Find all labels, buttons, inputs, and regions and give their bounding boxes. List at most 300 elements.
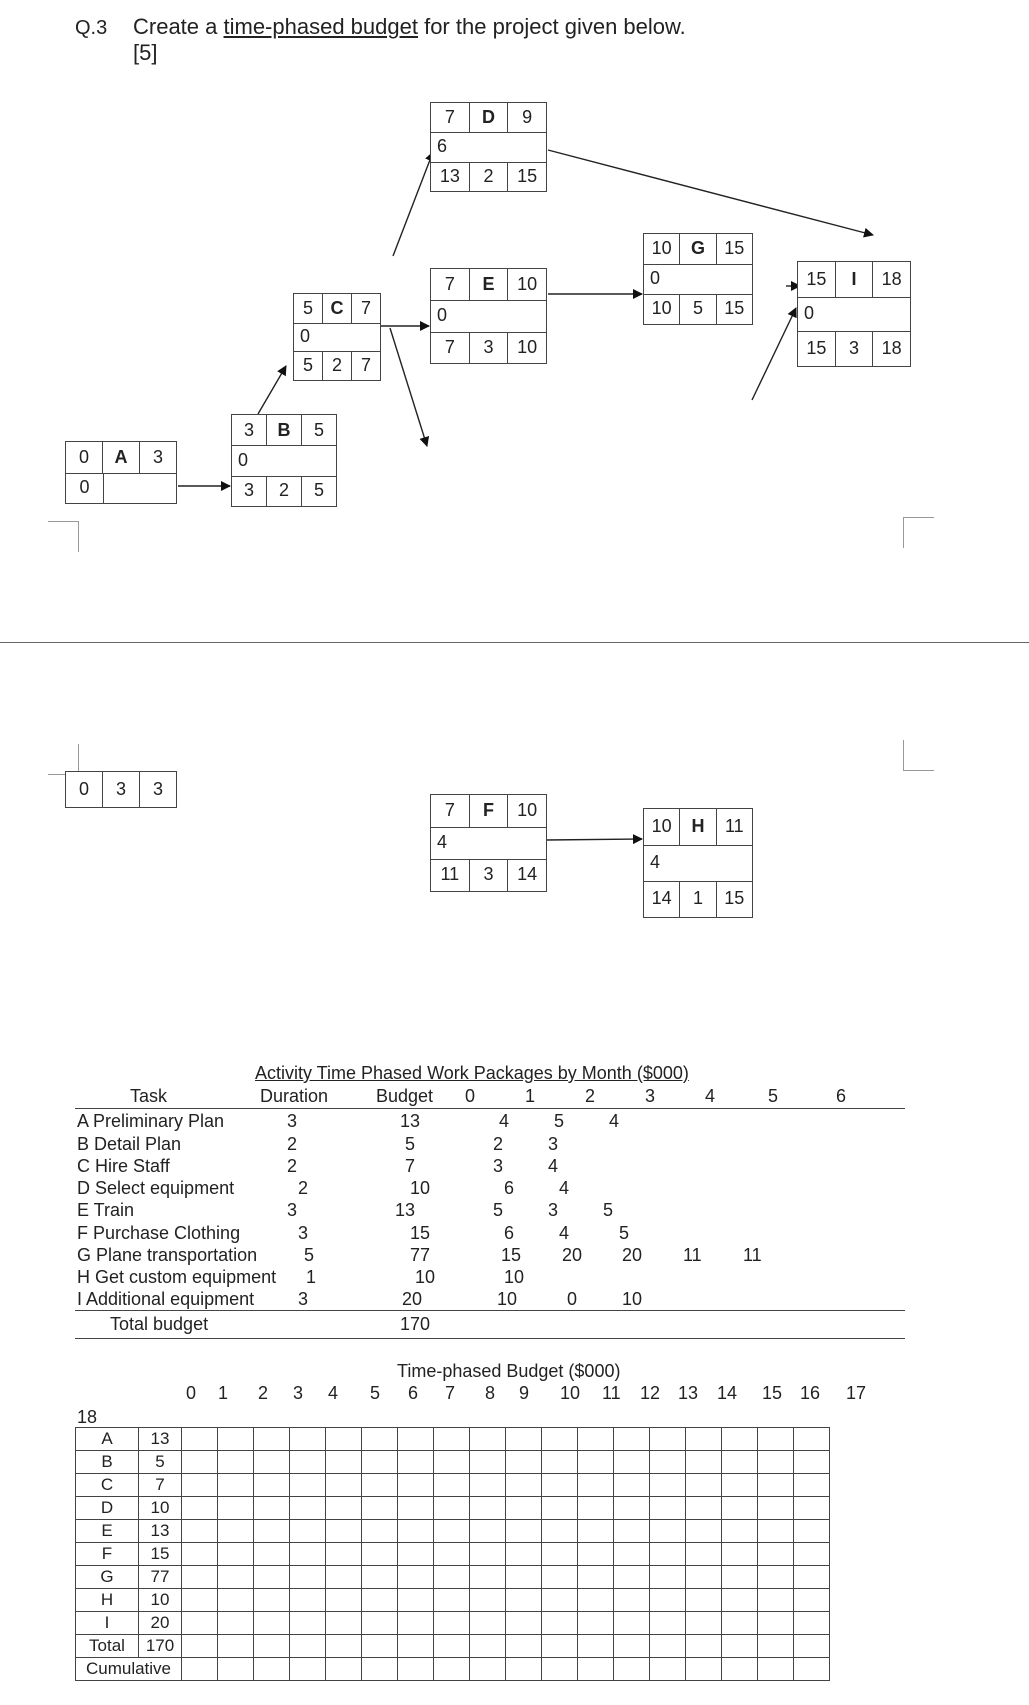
row-e-budget: 13: [395, 1200, 416, 1220]
row-i-task: I Additional equipment: [77, 1289, 255, 1309]
grid-month-cell[interactable]: [362, 1543, 398, 1566]
grid-month-cell[interactable]: [218, 1520, 254, 1543]
grid-month-cell[interactable]: [254, 1566, 290, 1589]
grid-month-cell[interactable]: [794, 1474, 830, 1497]
node-b-lf: 5: [301, 476, 336, 506]
period-label: 15: [762, 1383, 783, 1403]
question-marks: [5]: [133, 40, 158, 65]
grid-month-cell[interactable]: [362, 1658, 398, 1681]
node-d-label: D: [469, 103, 508, 132]
grid-month-cell[interactable]: [326, 1543, 362, 1566]
grid-month-cell[interactable]: [722, 1428, 758, 1451]
row-f-task: F Purchase Clothing: [77, 1223, 241, 1243]
grid-month-cell[interactable]: [722, 1589, 758, 1612]
node-f-lf: 14: [507, 859, 546, 891]
grid-month-cell[interactable]: [362, 1451, 398, 1474]
grid-month-cell[interactable]: [614, 1543, 650, 1566]
grid-month-cell[interactable]: [614, 1520, 650, 1543]
grid-month-cell[interactable]: [290, 1658, 326, 1681]
grid-month-cell[interactable]: [650, 1566, 686, 1589]
grid-month-cell[interactable]: [254, 1635, 290, 1658]
total-budget-value: 170: [400, 1314, 431, 1334]
grid-month-cell[interactable]: [398, 1566, 434, 1589]
grid-month-cell[interactable]: [758, 1612, 794, 1635]
grid-month-cell[interactable]: [542, 1543, 578, 1566]
node-a-copy: [65, 771, 177, 808]
grid-month-cell[interactable]: [254, 1497, 290, 1520]
grid-month-cell[interactable]: [542, 1428, 578, 1451]
row-e-task: E Train: [77, 1200, 135, 1220]
header-month-4: 4: [705, 1086, 716, 1106]
node-c: [293, 293, 381, 381]
node-c-slack: 0: [300, 326, 311, 347]
end-period-label: 18: [77, 1407, 98, 1427]
grid-month-cell[interactable]: [686, 1658, 722, 1681]
grid-month-cell[interactable]: [470, 1543, 506, 1566]
grid-month-cell[interactable]: [218, 1635, 254, 1658]
node-c-ef: 7: [351, 294, 380, 323]
grid-month-cell[interactable]: [290, 1474, 326, 1497]
grid-month-cell[interactable]: [758, 1635, 794, 1658]
grid-month-cell[interactable]: [434, 1566, 470, 1589]
grid-month-cell[interactable]: [650, 1520, 686, 1543]
grid-month-cell[interactable]: [254, 1520, 290, 1543]
node-f: [430, 794, 547, 892]
grid-month-cell[interactable]: [506, 1497, 542, 1520]
grid-month-cell[interactable]: [686, 1635, 722, 1658]
grid-month-cell[interactable]: [182, 1566, 218, 1589]
grid-month-cell[interactable]: [254, 1658, 290, 1681]
period-label: 6: [408, 1383, 419, 1403]
row-h-budget: 10: [415, 1267, 436, 1287]
grid-month-cell[interactable]: [506, 1474, 542, 1497]
node-b: [231, 414, 337, 507]
grid-month-cell[interactable]: [722, 1658, 758, 1681]
time-phased-grid: [75, 1427, 830, 1681]
grid-task-cell: E: [76, 1520, 139, 1543]
grid-month-cell[interactable]: [182, 1612, 218, 1635]
grid-month-cell[interactable]: [218, 1428, 254, 1451]
grid-month-cell[interactable]: [686, 1474, 722, 1497]
grid-month-cell[interactable]: [758, 1566, 794, 1589]
grid-month-cell[interactable]: [794, 1658, 830, 1681]
grid-month-cell[interactable]: [470, 1520, 506, 1543]
grid-month-cell[interactable]: [254, 1428, 290, 1451]
grid-month-cell[interactable]: [686, 1451, 722, 1474]
activity-table-title: Activity Time Phased Work Packages by Month ($000): [255, 1063, 689, 1083]
row-c-duration: 2: [287, 1156, 298, 1176]
grid-month-cell[interactable]: [254, 1612, 290, 1635]
arrow-h-i: [752, 308, 796, 400]
grid-month-cell[interactable]: [218, 1566, 254, 1589]
grid-month-cell[interactable]: [542, 1658, 578, 1681]
grid-month-cell[interactable]: [614, 1451, 650, 1474]
grid-month-cell[interactable]: [326, 1612, 362, 1635]
grid-month-cell[interactable]: [362, 1589, 398, 1612]
node-e-label: E: [469, 269, 508, 300]
period-label: 5: [370, 1383, 381, 1403]
node-g-lf: 15: [716, 294, 752, 324]
grid-month-cell[interactable]: [542, 1451, 578, 1474]
grid-month-cell[interactable]: [542, 1566, 578, 1589]
grid-month-cell[interactable]: [506, 1589, 542, 1612]
grid-month-cell[interactable]: [542, 1635, 578, 1658]
grid-month-cell[interactable]: [218, 1451, 254, 1474]
grid-month-cell[interactable]: [578, 1428, 614, 1451]
node-b-slack: 0: [238, 449, 249, 470]
grid-month-cell[interactable]: [290, 1566, 326, 1589]
period-label: 8: [485, 1383, 496, 1403]
grid-month-cell[interactable]: [614, 1612, 650, 1635]
node-d-slack: 6: [437, 136, 448, 157]
grid-month-cell[interactable]: [218, 1543, 254, 1566]
grid-month-cell[interactable]: [434, 1612, 470, 1635]
grid-month-cell[interactable]: [722, 1543, 758, 1566]
grid-month-cell[interactable]: [722, 1497, 758, 1520]
table-rule-top: [75, 1108, 905, 1109]
grid-month-cell[interactable]: [218, 1658, 254, 1681]
grid-month-cell[interactable]: [650, 1497, 686, 1520]
grid-month-cell[interactable]: [794, 1428, 830, 1451]
grid-month-cell[interactable]: [758, 1658, 794, 1681]
row-a-val: 4: [609, 1111, 620, 1131]
row-a-budget: 13: [400, 1111, 421, 1131]
grid-month-cell[interactable]: [794, 1543, 830, 1566]
grid-month-cell[interactable]: [434, 1451, 470, 1474]
node-h-lf: 15: [716, 881, 752, 917]
grid-month-cell[interactable]: [794, 1589, 830, 1612]
period-label: 7: [445, 1383, 456, 1403]
grid-month-cell[interactable]: [290, 1520, 326, 1543]
period-label: 4: [328, 1383, 339, 1403]
grid-month-cell[interactable]: [794, 1451, 830, 1474]
node-f-slack: 4: [437, 832, 448, 853]
grid-month-cell[interactable]: [794, 1497, 830, 1520]
grid-month-cell[interactable]: [362, 1612, 398, 1635]
grid-month-cell[interactable]: [470, 1428, 506, 1451]
grid-month-cell[interactable]: [290, 1428, 326, 1451]
grid-month-cell[interactable]: [326, 1451, 362, 1474]
grid-month-cell[interactable]: [686, 1589, 722, 1612]
row-e-val: 5: [603, 1200, 614, 1220]
grid-month-cell[interactable]: [650, 1635, 686, 1658]
grid-month-cell[interactable]: [326, 1589, 362, 1612]
grid-month-cell[interactable]: [686, 1428, 722, 1451]
grid-month-cell[interactable]: [722, 1451, 758, 1474]
node-a-es: 0: [78, 446, 89, 467]
grid-month-cell[interactable]: [722, 1635, 758, 1658]
grid-budget-cell: 77: [139, 1566, 182, 1589]
grid-month-cell[interactable]: [434, 1635, 470, 1658]
grid-month-cell[interactable]: [758, 1543, 794, 1566]
grid-month-cell[interactable]: [758, 1497, 794, 1520]
grid-month-cell[interactable]: [614, 1566, 650, 1589]
node-d-ef: 9: [507, 103, 546, 132]
grid-task-cell: B: [76, 1451, 139, 1474]
period-label: 3: [293, 1383, 304, 1403]
row-e-val: 3: [548, 1200, 559, 1220]
grid-month-cell[interactable]: [794, 1612, 830, 1635]
grid-month-cell[interactable]: [614, 1635, 650, 1658]
grid-month-cell[interactable]: [506, 1612, 542, 1635]
grid-month-cell[interactable]: [506, 1451, 542, 1474]
node-h-ls: 14: [651, 888, 672, 909]
grid-month-cell[interactable]: [506, 1566, 542, 1589]
grid-month-cell[interactable]: [614, 1428, 650, 1451]
grid-month-cell[interactable]: [434, 1474, 470, 1497]
grid-task-cell: C: [76, 1474, 139, 1497]
grid-month-cell[interactable]: [326, 1635, 362, 1658]
grid-month-cell[interactable]: [182, 1474, 218, 1497]
node-a-copy-c3: 3: [139, 772, 176, 807]
grid-row: [76, 1658, 830, 1681]
grid-month-cell[interactable]: [434, 1520, 470, 1543]
grid-month-cell[interactable]: [686, 1520, 722, 1543]
grid-month-cell[interactable]: [506, 1428, 542, 1451]
row-g-val: 20: [562, 1245, 583, 1265]
grid-month-cell[interactable]: [650, 1658, 686, 1681]
row-i-budget: 20: [402, 1289, 423, 1309]
grid-month-cell[interactable]: [542, 1474, 578, 1497]
row-d-task: D Select equipment: [77, 1178, 235, 1198]
row-f-val: 6: [504, 1223, 515, 1243]
row-d-val: 4: [559, 1178, 570, 1198]
header-month-6: 6: [836, 1086, 847, 1106]
grid-month-cell[interactable]: [182, 1428, 218, 1451]
grid-month-cell[interactable]: [578, 1497, 614, 1520]
node-d: [430, 102, 547, 192]
grid-month-cell[interactable]: [758, 1451, 794, 1474]
grid-month-cell[interactable]: [362, 1474, 398, 1497]
grid-month-cell[interactable]: [578, 1635, 614, 1658]
grid-month-cell[interactable]: [542, 1589, 578, 1612]
grid-month-cell[interactable]: [326, 1566, 362, 1589]
row-f-duration: 3: [298, 1223, 309, 1243]
grid-month-cell[interactable]: [758, 1520, 794, 1543]
grid-month-cell[interactable]: [794, 1520, 830, 1543]
row-i-val: 10: [622, 1289, 643, 1309]
grid-month-cell[interactable]: [578, 1612, 614, 1635]
grid-month-cell[interactable]: [254, 1543, 290, 1566]
grid-month-cell[interactable]: [290, 1543, 326, 1566]
grid-task-cell: Cumulative: [76, 1658, 182, 1681]
grid-month-cell[interactable]: [254, 1451, 290, 1474]
grid-row: [76, 1451, 830, 1474]
grid-month-cell[interactable]: [794, 1566, 830, 1589]
row-g-val: 15: [501, 1245, 522, 1265]
grid-month-cell[interactable]: [398, 1520, 434, 1543]
grid-month-cell[interactable]: [470, 1497, 506, 1520]
grid-month-cell[interactable]: [614, 1474, 650, 1497]
grid-month-cell[interactable]: [434, 1497, 470, 1520]
row-h-task: H Get custom equipment: [77, 1267, 277, 1287]
grid-task-cell: G: [76, 1566, 139, 1589]
grid-month-cell[interactable]: [398, 1589, 434, 1612]
grid-month-cell[interactable]: [218, 1612, 254, 1635]
row-b-val: 3: [548, 1134, 559, 1154]
grid-month-cell[interactable]: [542, 1497, 578, 1520]
arrow-c-f: [390, 328, 427, 446]
row-b-val: 2: [493, 1134, 504, 1154]
grid-month-cell[interactable]: [218, 1474, 254, 1497]
grid-month-cell[interactable]: [326, 1520, 362, 1543]
grid-month-cell[interactable]: [254, 1474, 290, 1497]
grid-month-cell[interactable]: [686, 1612, 722, 1635]
node-d-es: 7: [444, 107, 455, 128]
grid-month-cell[interactable]: [290, 1612, 326, 1635]
grid-month-cell[interactable]: [362, 1497, 398, 1520]
grid-month-cell[interactable]: [290, 1451, 326, 1474]
grid-month-cell[interactable]: [686, 1497, 722, 1520]
grid-month-cell[interactable]: [254, 1589, 290, 1612]
grid-month-cell[interactable]: [650, 1451, 686, 1474]
grid-month-cell[interactable]: [650, 1612, 686, 1635]
node-g-label: G: [679, 234, 715, 264]
node-g-ls: 10: [651, 298, 672, 319]
grid-month-cell[interactable]: [578, 1451, 614, 1474]
node-h-slack: 4: [650, 852, 661, 873]
grid-month-cell[interactable]: [650, 1428, 686, 1451]
grid-task-cell: H: [76, 1589, 139, 1612]
grid-month-cell[interactable]: [398, 1612, 434, 1635]
grid-month-cell[interactable]: [650, 1474, 686, 1497]
row-a-duration: 3: [287, 1111, 298, 1131]
grid-month-cell[interactable]: [434, 1428, 470, 1451]
arrow-d-i: [548, 150, 873, 235]
grid-budget-cell: 10: [139, 1497, 182, 1520]
grid-month-cell[interactable]: [506, 1658, 542, 1681]
period-label: 16: [800, 1383, 821, 1403]
node-e-es: 7: [444, 274, 455, 295]
grid-month-cell[interactable]: [470, 1612, 506, 1635]
grid-month-cell[interactable]: [722, 1520, 758, 1543]
grid-month-cell[interactable]: [758, 1474, 794, 1497]
grid-month-cell[interactable]: [686, 1543, 722, 1566]
table-rule-mid: [75, 1310, 905, 1311]
grid-month-cell[interactable]: [722, 1612, 758, 1635]
period-label: 2: [258, 1383, 269, 1403]
grid-month-cell[interactable]: [182, 1589, 218, 1612]
grid-row: [76, 1566, 830, 1589]
grid-month-cell[interactable]: [578, 1474, 614, 1497]
grid-month-cell[interactable]: [398, 1658, 434, 1681]
grid-month-cell[interactable]: [434, 1543, 470, 1566]
grid-month-cell[interactable]: [326, 1497, 362, 1520]
grid-month-cell[interactable]: [326, 1658, 362, 1681]
grid-month-cell[interactable]: [182, 1497, 218, 1520]
grid-month-cell[interactable]: [722, 1566, 758, 1589]
period-label: 9: [519, 1383, 530, 1403]
grid-month-cell[interactable]: [434, 1589, 470, 1612]
grid-month-cell[interactable]: [326, 1428, 362, 1451]
node-f-ef: 10: [507, 795, 546, 827]
node-h-es: 10: [651, 816, 672, 837]
grid-month-cell[interactable]: [470, 1589, 506, 1612]
grid-month-cell[interactable]: [650, 1543, 686, 1566]
grid-month-cell[interactable]: [398, 1543, 434, 1566]
grid-month-cell[interactable]: [614, 1589, 650, 1612]
grid-month-cell[interactable]: [470, 1566, 506, 1589]
row-i-duration: 3: [298, 1289, 309, 1309]
grid-month-cell[interactable]: [398, 1635, 434, 1658]
grid-month-cell[interactable]: [290, 1497, 326, 1520]
grid-month-cell[interactable]: [758, 1589, 794, 1612]
node-g-dur: 5: [679, 294, 715, 324]
grid-month-cell[interactable]: [398, 1451, 434, 1474]
grid-month-cell[interactable]: [362, 1520, 398, 1543]
grid-month-cell[interactable]: [398, 1428, 434, 1451]
grid-month-cell[interactable]: [578, 1658, 614, 1681]
node-e-ef: 10: [507, 269, 546, 300]
grid-month-cell[interactable]: [398, 1474, 434, 1497]
grid-month-cell[interactable]: [182, 1658, 218, 1681]
grid-month-cell[interactable]: [542, 1520, 578, 1543]
grid-month-cell[interactable]: [290, 1635, 326, 1658]
grid-month-cell[interactable]: [578, 1543, 614, 1566]
node-c-es: 5: [302, 297, 313, 318]
grid-month-cell[interactable]: [218, 1589, 254, 1612]
grid-month-cell[interactable]: [614, 1658, 650, 1681]
grid-month-cell[interactable]: [722, 1474, 758, 1497]
grid-month-cell[interactable]: [758, 1428, 794, 1451]
grid-row: [76, 1474, 830, 1497]
grid-month-cell[interactable]: [614, 1497, 650, 1520]
grid-month-cell[interactable]: [686, 1566, 722, 1589]
header-month-0: 0: [465, 1086, 476, 1106]
grid-month-cell[interactable]: [506, 1520, 542, 1543]
grid-month-cell[interactable]: [290, 1589, 326, 1612]
grid-month-cell[interactable]: [506, 1635, 542, 1658]
period-label: 13: [678, 1383, 699, 1403]
node-a-label: A: [102, 442, 139, 473]
period-label: 11: [602, 1383, 621, 1403]
grid-month-cell[interactable]: [182, 1635, 218, 1658]
node-h-label: H: [679, 809, 715, 845]
grid-month-cell[interactable]: [362, 1635, 398, 1658]
grid-month-cell[interactable]: [182, 1520, 218, 1543]
grid-month-cell[interactable]: [182, 1451, 218, 1474]
grid-month-cell[interactable]: [470, 1658, 506, 1681]
grid-month-cell[interactable]: [542, 1612, 578, 1635]
grid-month-cell[interactable]: [470, 1451, 506, 1474]
grid-month-cell[interactable]: [506, 1543, 542, 1566]
row-f-val: 4: [559, 1223, 570, 1243]
row-g-duration: 5: [304, 1245, 315, 1265]
grid-task-cell: A: [76, 1428, 139, 1451]
node-g-slack: 0: [650, 268, 661, 289]
grid-month-cell[interactable]: [218, 1497, 254, 1520]
grid-month-cell[interactable]: [326, 1474, 362, 1497]
grid-month-cell[interactable]: [578, 1520, 614, 1543]
grid-month-cell[interactable]: [362, 1428, 398, 1451]
grid-month-cell[interactable]: [182, 1543, 218, 1566]
row-c-budget: 7: [405, 1156, 416, 1176]
grid-month-cell[interactable]: [578, 1589, 614, 1612]
row-b-duration: 2: [287, 1134, 298, 1154]
grid-month-cell[interactable]: [650, 1589, 686, 1612]
node-i-ef: 18: [872, 262, 910, 297]
grid-month-cell[interactable]: [362, 1566, 398, 1589]
grid-month-cell[interactable]: [470, 1635, 506, 1658]
grid-month-cell[interactable]: [434, 1658, 470, 1681]
grid-month-cell[interactable]: [794, 1635, 830, 1658]
grid-month-cell[interactable]: [398, 1497, 434, 1520]
grid-month-cell[interactable]: [470, 1474, 506, 1497]
arrow-c-d: [393, 152, 433, 256]
row-g-val: 20: [622, 1245, 643, 1265]
grid-month-cell[interactable]: [578, 1566, 614, 1589]
period-label: 1: [218, 1383, 229, 1403]
